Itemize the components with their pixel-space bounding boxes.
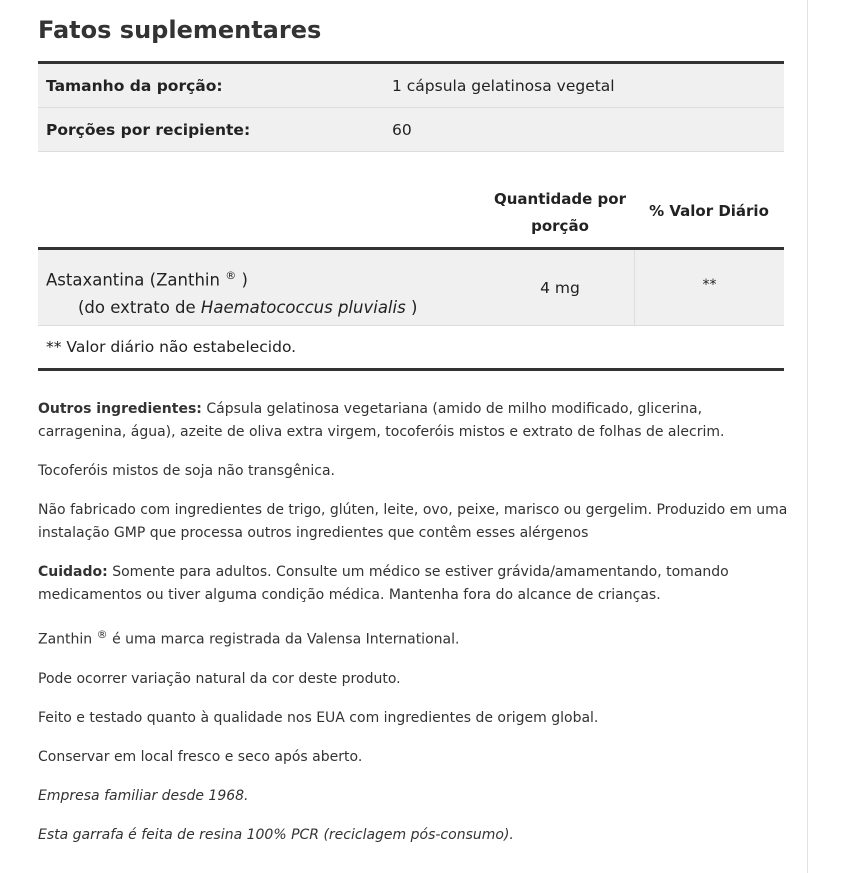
servings-label: Porções por recipiente: — [46, 120, 251, 139]
trademark-name: Zanthin — [38, 631, 93, 648]
color-note: Pode ocorrer variação natural da cor deste produto. — [38, 670, 401, 687]
caution-text: Somente para adultos. Consulte um médico se estiver grávida/amamentando, tomando medicamentos ou tiver alguma condição médica. Mantenha fora do alcance de crianças. — [38, 564, 729, 603]
soy-note: Tocoferóis mistos de soja não transgênica. — [38, 463, 335, 479]
product-notes — [38, 398, 788, 863]
family-note — [38, 785, 788, 808]
ingredient-name-text: Astaxantina (Zanthin — [46, 270, 220, 290]
registered-mark: ® — [96, 628, 108, 641]
trademark-text: é uma marca registrada da Valensa International. — [107, 631, 460, 648]
servings-per-container-row — [38, 108, 784, 152]
family-text: Empresa familiar desde 1968. — [38, 787, 249, 804]
page-title: Fatos suplementares — [38, 16, 322, 44]
other-ingredients-text: Cápsula gelatinosa vegetariana (amido de milho modificado, glicerina, carragenina, água), azeite de oliva extra virgem, tocoferóis mistos e extrato de folhas de alecrim. — [38, 401, 725, 440]
ingredient-name — [46, 262, 417, 321]
storage-note: Conservar em local fresco e seco após aberto. — [38, 748, 363, 765]
scrollbar-divider — [807, 0, 808, 873]
paren: ) — [405, 297, 418, 317]
bottle-note — [38, 824, 788, 847]
registered-mark: ® — [225, 269, 237, 282]
serving-size-label: Tamanho da porção: — [46, 76, 223, 95]
caution-label: Cuidado: — [38, 564, 108, 580]
serving-table — [38, 61, 784, 152]
servings-value: 60 — [392, 120, 412, 139]
serving-size-value: 1 cápsula gelatinosa vegetal — [392, 76, 615, 95]
table-row — [38, 250, 784, 326]
daily-value-header: % Valor Diário — [649, 202, 769, 220]
other-ingredients — [38, 398, 788, 444]
quality-note: Feito e testado quanto à qualidade nos EUA com ingredientes de origem global. — [38, 709, 599, 726]
ingredient-daily-value: ** — [634, 250, 784, 325]
ingredient-amount: 4 mg — [540, 278, 580, 297]
source-prefix: (do extrato de — [78, 297, 201, 317]
caution — [38, 561, 788, 607]
source-species: Haematococcus pluvialis — [200, 297, 406, 317]
paren: ) — [236, 270, 248, 290]
amount-header: Quantidade por porção — [494, 190, 626, 235]
allergen-note: Não fabricado com ingredientes de trigo, glúten, leite, ovo, peixe, marisco ou gergelim. Produzido em uma instalação GMP que processa outros ingredientes que contêm esses alérgenos — [38, 502, 788, 541]
nutrient-table-header — [38, 180, 784, 246]
other-ingredients-label: Outros ingredientes: — [38, 401, 202, 417]
footnote: ** Valor diário não estabelecido. — [38, 326, 784, 371]
bottle-text: Esta garrafa é feita de resina 100% PCR (reciclagem pós-consumo). — [38, 826, 514, 843]
trademark-note — [38, 623, 788, 652]
nutrient-table — [38, 247, 784, 371]
serving-size-row — [38, 64, 784, 108]
